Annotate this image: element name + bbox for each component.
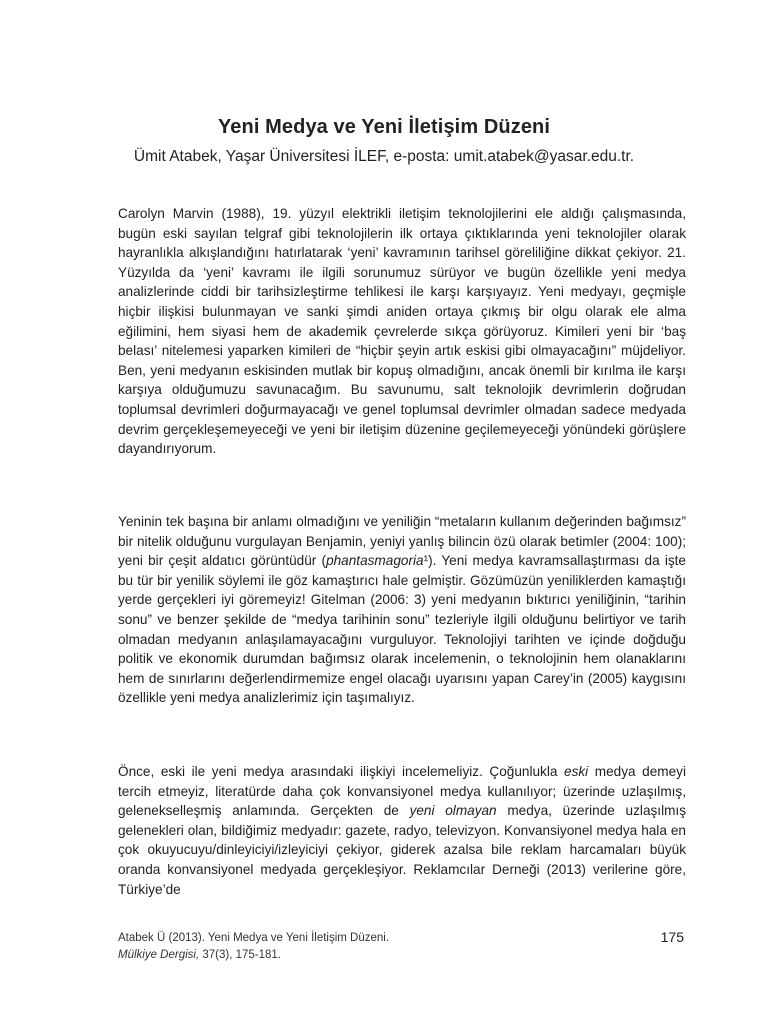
paragraph-1 bbox=[118, 204, 686, 459]
paragraph-2 bbox=[118, 512, 686, 708]
footer-citation bbox=[118, 930, 389, 964]
paragraph-3-text-c: medya, üzerinde uzlaşılmış gelenekleri olan, bildiğimiz medyadır: gazete, radyo, televizyon. Konvansiyonel medya hala en çok okuyucuyu/dinleyiciyi/izleyiciyi çekiyor, giderek azalsa bile reklam harcamaları büyük oranda konvansiyonel medyada gerçekleşiyor. Reklamcılar Derneği (2013) verilerine göre, Türkiye’de bbox=[118, 803, 686, 897]
paragraph-1-text: Carolyn Marvin (1988), 19. yüzyıl elektrikli iletişim teknolojilerini ele aldığı çalışmasında, bugün eski sayılan telgraf gibi teknolojilerin ilk ortaya çıktıklarında yeni teknolojiler olarak hayranlıkla alkışlandığını hatırlatarak ‘yeni’ kavramının tarihsel göreliliğine dikkat çekiyor. 21. Yüzyılda da ‘yeni’ kavramı ile ilgili sorunumuz sürüyor ve bugün özellikle yeni medya analizlerinde ciddi bir tarihsizleştirme tehlikesi ile karşı karşıyayız. Yeni medyayı, geçmişle hiçbir ilişkisi bulunmayan ve sanki şimdi aniden ortaya çıkmış bir olgu olarak ele alma eğilimini, hem siyasi hem de akademik çevrelerde sıkça görüyoruz. Kimileri yeni bir ‘baş belası’ nitelemesi yaparken kimileri de “hiçbir şeyin artık eskisi gibi olmayacağını” müjdeliyor. Ben, yeni medyanın eskisinden mutlak bir kopuş olmadığını, ancak önemli bir kırılma ile karşı karşıya olduğumuzu savunacağım. Bu savunumu, salt teknolojik devrimlerin doğrudan toplumsal devrimleri doğurmayacağı ve genel toplumsal devrimler olmadan sadece medyada devrim gerçekleşemeyeceği ve yeni bir iletişim düzenine geçilemeyeceği yönündeki görüşlere dayandırıyorum. bbox=[118, 206, 686, 457]
citation-line-2 bbox=[118, 947, 389, 964]
paragraph-3-italic-eski: eski bbox=[564, 764, 589, 779]
journal-name: Mülkiye Dergisi, bbox=[118, 949, 200, 961]
paragraph-2-text-b: ¹). Yeni medya kavramsallaştırması da işte bu tür bir yenilik söylemi ile göz kamaştırıcı hale gelmiştir. Gözümüzün yeniliklerden kamaştığı yerde gerçekleri iyi göremeyiz! Gitelman (2006: 3) yeni medyanın bıktırıcı yeniliğinin, “tarihin sonu” ve benzer şekilde de “medya tarihinin sonu” tezleriyle ilgili olduğunu belirtiyor ve tarih olmadan medyanın anlaşılamayacağını vurguluyor. Teknolojiyi tarihten ve içinde doğduğu politik ve ekonomik durumdan bağımsız olarak incelemenin, o teknolojinin hem olanaklarını hem de sınırlarını değerlendirmemize engel olacağı uyarısını yapan Carey’in (2005) kaygısını özellikle yeni medya analizlerimiz için taşımalıyız. bbox=[118, 553, 686, 706]
paragraph-3-text-b: medya demeyi tercih etmeyiz, literatürde daha çok konvansiyonel medya kullanılıyor; üzerinde uzlaşılmış, gelenekselleşmiş anlamında. Gerçekten de bbox=[118, 764, 686, 819]
article-title: Yeni Medya ve Yeni İletişim Düzeni bbox=[217, 116, 551, 138]
paragraph-3 bbox=[118, 762, 686, 899]
paragraph-2-text-a: Yeninin tek başına bir anlamı olmadığını ve yeniliğin “metaların kullanım değerinden bağımsız” bir nitelik olduğunu vurgulayan Benjamin, yeniyi yanlış bilincin özü olarak betimler (2004: 100); yeni bir çeşit aldatıcı görüntüdür ( bbox=[118, 514, 686, 569]
page-number: 175 bbox=[660, 929, 684, 945]
citation-line-1: Atabek Ü (2013). Yeni Medya ve Yeni İletişim Düzeni. bbox=[118, 932, 390, 944]
paragraph-3-text-a: Önce, eski ile yeni medya arasındaki ilişkiyi incelemeliyiz. Çoğunlukla bbox=[118, 764, 565, 779]
paragraph-2-italic-term: phantasmagoria bbox=[326, 553, 424, 569]
citation-volume-pages: 37(3), 175-181. bbox=[199, 949, 282, 961]
paragraph-3-italic-yeni-olmayan: yeni olmayan bbox=[409, 803, 497, 819]
author-line: Ümit Atabek, Yaşar Üniversitesi İLEF, e-posta: umit.atabek@yasar.edu.tr. bbox=[133, 148, 635, 165]
